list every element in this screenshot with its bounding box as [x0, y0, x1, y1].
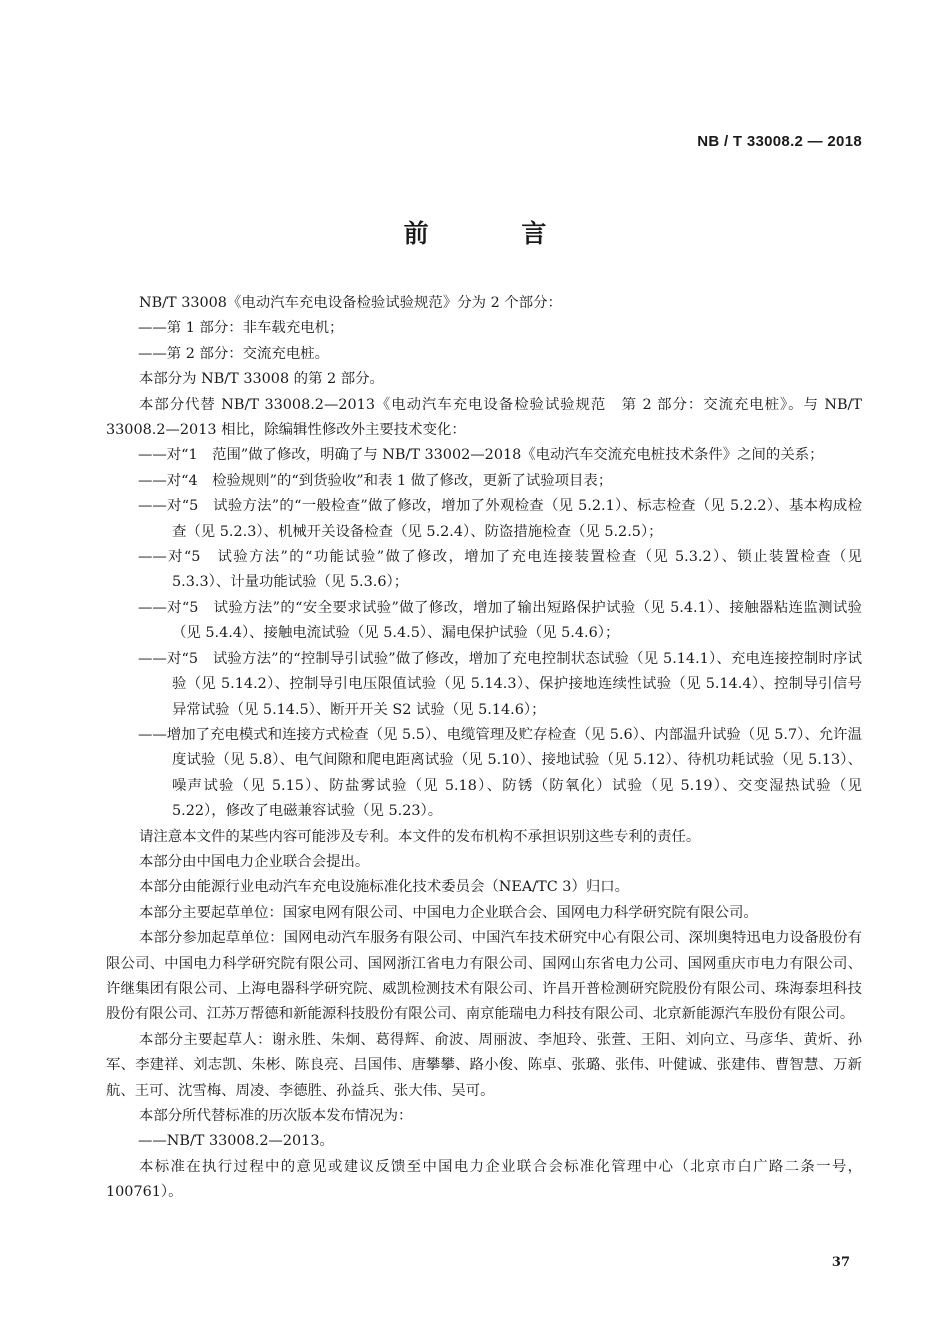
paragraph: 本部分所代替标准的历次版本发布情况为：: [139, 1108, 413, 1124]
paragraph: 本部分主要起草人：谢永胜、朱炯、葛得辉、俞波、周丽波、李旭玲、张萱、王阳、刘向立、马彦华、黄炘、孙军、李建祥、刘志凯、朱彬、陈良亮、吕国伟、唐攀攀、路小俊、陈卓、张璐、张伟、叶健诚、张建伟、曹智慧、万新航、王可、沈雪梅、周凌、李德胜、孙益兵、张大伟、吴可。: [106, 1031, 862, 1099]
list-item: ——增加了充电模式和连接方式检查（见 5.5）、电缆管理及贮存检查（见 5.6）、内部温升试验（见 5.7）、允许温度试验（见 5.8）、电气间隙和爬电距离试验（见 5.10）、接地试验（见 5.12）、待机功耗试验（见 5.13）、噪声试验（见 5.15）、防盐雾试验（见 5.18）、防锈（防氧化）试验（见 5.19）、交变湿热试验（见 5.22），修改了电磁兼容试验（见 5.23）。: [138, 726, 862, 820]
list-item: ——对“5 试验方法”的“控制导引试验”做了修改，增加了充电控制状态试验（见 5.14.1）、充电连接控制时序试验（见 5.14.2）、控制导引电压限值试验（见 5.14.3）、保护接地连续性试验（见 5.14.4）、控制导引信号异常试验（见 5.14.5）、断开开关 S2 试验（见 5.14.6）；: [138, 650, 862, 718]
list-item: ——NB/T 33008.2—2013。: [138, 1133, 334, 1150]
paragraph: 本部分参加起草单位：国网电动汽车服务有限公司、中国汽车技术研究中心有限公司、深圳奥特迅电力设备股份有限公司、中国电力科学研究院有限公司、国网浙江省电力有限公司、国网山东省电力公司、国网重庆市电力有限公司、许继集团有限公司、上海电器科学研究院、威凯检测技术有限公司、许昌开普检测研究院股份有限公司、珠海泰坦科技股份有限公司、江苏万帮德和新能源科技股份有限公司、南京能瑞电力科技有限公司、北京新能源汽车股份有限公司。: [106, 930, 862, 1023]
paragraph: 本标准在执行过程中的意见或建议反馈至中国电力企业联合会标准化管理中心（北京市白广路二条一号，100761）。: [106, 1158, 862, 1201]
paragraph: 本部分代替 NB/T 33008.2—2013《电动汽车充电设备检验试验规范 第 2 部分：交流充电桩》。与 NB/T 33008.2—2013 相比，除编辑性修改外主要技术变化：: [106, 396, 862, 439]
paragraph: 本部分由中国电力企业联合会提出。: [139, 853, 370, 870]
list-item: ——第 2 部分：交流充电桩。: [138, 345, 329, 362]
list-item: ——对“5 试验方法”的“安全要求试验”做了修改，增加了输出短路保护试验（见 5.4.1）、接触器粘连监测试验（见 5.4.4）、接触电流试验（见 5.4.5）、漏电保护试验（见 5.4.6）；: [138, 599, 862, 642]
list-item: ——对“4 检验规则”的“到货验收”和表 1 做了修改，更新了试验项目表；: [138, 472, 613, 489]
page-number: 37: [831, 1255, 850, 1270]
page-title: 前 言: [403, 219, 589, 248]
paragraph: 本部分由能源行业电动汽车充电设施标准化技术委员会（NEA/TC 3）归口。: [139, 879, 630, 896]
list-item: ——对“5 试验方法”的“一般检查”做了修改，增加了外观检查（见 5.2.1）、标志检查（见 5.2.2）、基本构成检查（见 5.2.3）、机械开关设备检查（见 5.2.4）、防盗措施检查（见 5.2.5）；: [138, 498, 862, 540]
standard-number-header: NB / T 33008.2 — 2018: [697, 133, 862, 150]
paragraph: 本部分主要起草单位：国家电网有限公司、中国电力企业联合会、国网电力科学研究院有限公司。: [139, 904, 758, 921]
paragraph: 本部分为 NB/T 33008 的第 2 部分。: [139, 371, 384, 388]
paragraph: NB/T 33008《电动汽车充电设备检验试验规范》分为 2 个部分：: [139, 295, 562, 311]
list-item: ——对“5 试验方法”的“功能试验”做了修改，增加了充电连接装置检查（见 5.3.2）、锁止装置检查（见 5.3.3）、计量功能试验（见 5.3.6）；: [138, 549, 862, 591]
list-item: ——第 1 部分：非车载充电机；: [138, 320, 344, 337]
paragraph: 请注意本文件的某些内容可能涉及专利。本文件的发布机构不承担识别这些专利的责任。: [139, 828, 701, 845]
list-item: ——对“1 范围”做了修改，明确了与 NB/T 33002—2018《电动汽车交流充电桩技术条件》之间的关系；: [138, 447, 824, 464]
foreword-body: [106, 291, 862, 1206]
